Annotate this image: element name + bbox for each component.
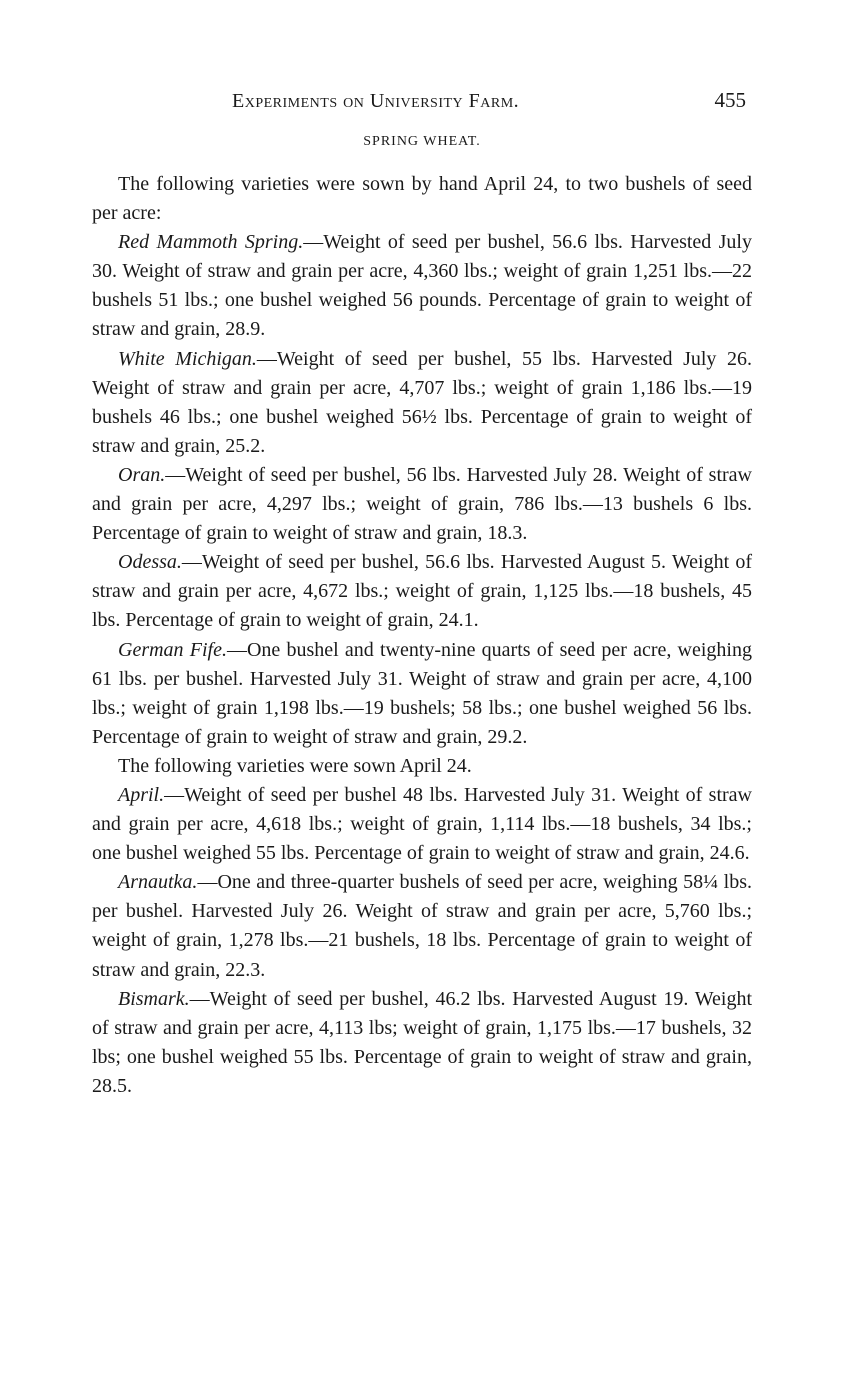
paragraph-text: The following varieties were sown by hand April 24, to two bushels of seed per acre: <box>92 173 752 225</box>
variety-name: Oran. <box>118 463 166 486</box>
variety-name: April. <box>118 783 165 806</box>
variety-name: Bismark. <box>118 987 190 1010</box>
document-page <box>92 84 752 1101</box>
paragraph-text: —Weight of seed per bushel, 56 lbs. Harvested July 28. Weight of straw and grain per acre, 4,297 lbs.; weight of grain, 786 lbs.—13 bushels 6 lbs. Percentage of grain to weight of straw and grain, 18.3. <box>92 463 752 545</box>
running-title: Experiments on University Farm. <box>232 90 520 112</box>
page-number: 455 <box>714 88 746 112</box>
variety-name: Arnautka. <box>118 871 198 894</box>
paragraph-intro <box>92 170 752 228</box>
body-text <box>92 170 752 1101</box>
paragraph-text: —One bushel and twenty-nine quarts of seed per acre, weighing 61 lbs. per bushel. Harvested July 31. Weight of straw and grain per acre, 4,100 lbs.; weight of grain 1,198 lbs.—19 bushels; 58 lbs.; one bushel weighed 56 lbs. Percentage of grain to weight of straw and grain, 29.2. <box>92 638 752 748</box>
variety-name: Red Mammoth Spring. <box>118 231 304 254</box>
paragraph-text: The following varieties were sown April 24. <box>118 754 472 777</box>
paragraph-bismark <box>92 985 752 1101</box>
paragraph-odessa <box>92 548 752 635</box>
variety-name: Odessa. <box>118 551 182 574</box>
paragraph-text: —Weight of seed per bushel 48 lbs. Harvested July 31. Weight of straw and grain per acre, 4,618 lbs.; weight of grain, 1,114 lbs.—18 bushels, 34 lbs.; one bushel weighed 55 lbs. Percentage of grain to weight of straw and grain, 24.6. <box>92 783 752 865</box>
variety-name: German Fife. <box>118 638 227 661</box>
paragraph-oran <box>92 461 752 548</box>
paragraph-april <box>92 781 752 868</box>
paragraph-red-mammoth-spring <box>92 228 752 344</box>
section-heading: SPRING WHEAT. <box>363 134 481 149</box>
paragraph-sown-note <box>92 752 752 781</box>
paragraph-text: —Weight of seed per bushel, 56.6 lbs. Harvested August 5. Weight of straw and grain per acre, 4,672 lbs.; weight of grain, 1,125 lbs.—18 bushels, 45 lbs. Percentage of grain to weight of grain, 24.1. <box>92 551 752 632</box>
paragraph-arnautka <box>92 868 752 984</box>
variety-name: White Michigan. <box>118 347 257 370</box>
paragraph-text: —One and three-quarter bushels of seed per acre, weighing 58¼ lbs. per bushel. Harvested July 26. Weight of straw and grain per acre, 5,760 lbs.; weight of grain, 1,278 lbs.—21 bushels, 18 lbs. Percentage of grain to weight of straw and grain, 22.3. <box>92 871 752 981</box>
paragraph-german-fife <box>92 636 752 752</box>
paragraph-text: —Weight of seed per bushel, 46.2 lbs. Harvested August 19. Weight of straw and grain per acre, 4,113 lbs; weight of grain, 1,175 lbs.—17 bushels, 32 lbs; one bushel weighed 55 lbs. Percentage of grain to weight of straw and grain, 28.5. <box>92 987 752 1097</box>
running-header <box>92 84 752 124</box>
paragraph-text: —Weight of seed per bushel, 55 lbs. Harvested July 26. Weight of straw and grain per acre, 4,707 lbs.; weight of grain 1,186 lbs.—19 bushels 46 lbs.; one bushel weighed 56½ lbs. Percentage of grain to weight of straw and grain, 25.2. <box>92 347 752 457</box>
paragraph-text: —Weight of seed per bushel, 56.6 lbs. Harvested July 30. Weight of straw and grain per acre, 4,360 lbs.; weight of grain 1,251 lbs.—22 bushels 51 lbs.; one bushel weighed 56 pounds. Percentage of grain to weight of straw and grain, 28.9. <box>92 231 752 341</box>
paragraph-white-michigan <box>92 345 752 461</box>
